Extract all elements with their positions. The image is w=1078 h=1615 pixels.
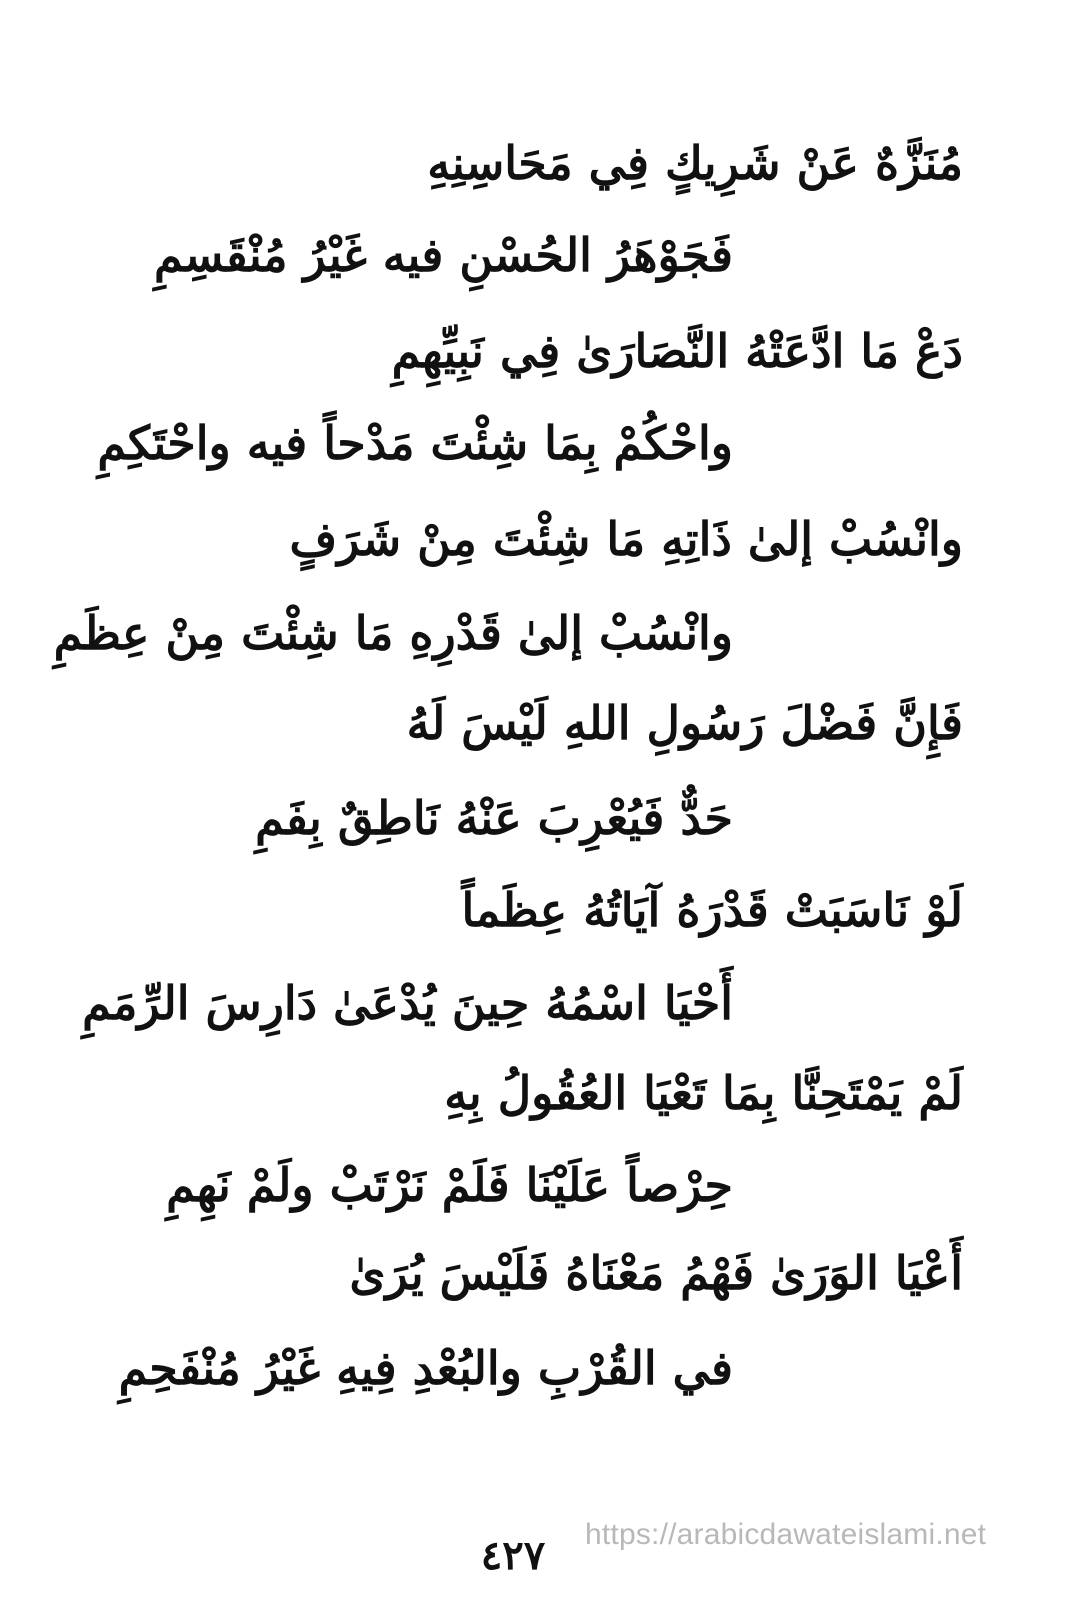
verse-line: أَعْيَا الوَرَىٰ فَهْمُ مَعْنَاهُ فَلَيْسَ يُرَىٰ (349, 1246, 963, 1300)
verse-line: فَإِنَّ فَضْلَ رَسُولِ اللهِ لَيْسَ لَهُ (406, 696, 963, 750)
verse-line: لَوْ نَاسَبَتْ قَدْرَهُ آيَاتُهُ عِظَماً (461, 883, 963, 937)
verse-line: وانْسُبْ إلىٰ ذَاتِهِ مَا شِئْتَ مِنْ شَرَفٍ (289, 512, 963, 566)
verse-line: في القُرْبِ والبُعْدِ فِيهِ غَيْرُ مُنْفَحِمِ (118, 1341, 733, 1395)
verse-line: حَدٌّ فَيُعْرِبَ عَنْهُ نَاطِقٌ بِفَمِ (255, 791, 733, 845)
verse-line: واحْكُمْ بِمَا شِئْتَ مَدْحاً فيه واحْتَكِمِ (97, 416, 733, 470)
watermark-url: https://arabicdawateislami.net (585, 1518, 987, 1551)
verse-line: حِرْصاً عَلَيْنَا فَلَمْ نَرْتَبْ ولَمْ نَهِمِ (166, 1158, 733, 1212)
verse-line: دَعْ مَا ادَّعَتْهُ النَّصَارَىٰ فِي نَبِيِّهِمِ (391, 324, 963, 378)
verse-line: أَحْيَا اسْمُهُ حِينَ يُدْعَىٰ دَارِسَ الرِّمَمِ (82, 976, 733, 1030)
verse-line: مُنَزَّهٌ عَنْ شَرِيكٍ فِي مَحَاسِنِهِ (427, 136, 963, 190)
verse-line: وانْسُبْ إلىٰ قَدْرِهِ مَا شِئْتَ مِنْ عِظَمِ (53, 606, 733, 660)
page-number: ٤٢٧ (480, 1532, 546, 1579)
verse-line: لَمْ يَمْتَحِنَّا بِمَا تَعْيَا العُقُولُ بِهِ (444, 1066, 963, 1120)
verse-line: فَجَوْهَرُ الحُسْنِ فيه غَيْرُ مُنْقَسِمِ (154, 228, 733, 282)
